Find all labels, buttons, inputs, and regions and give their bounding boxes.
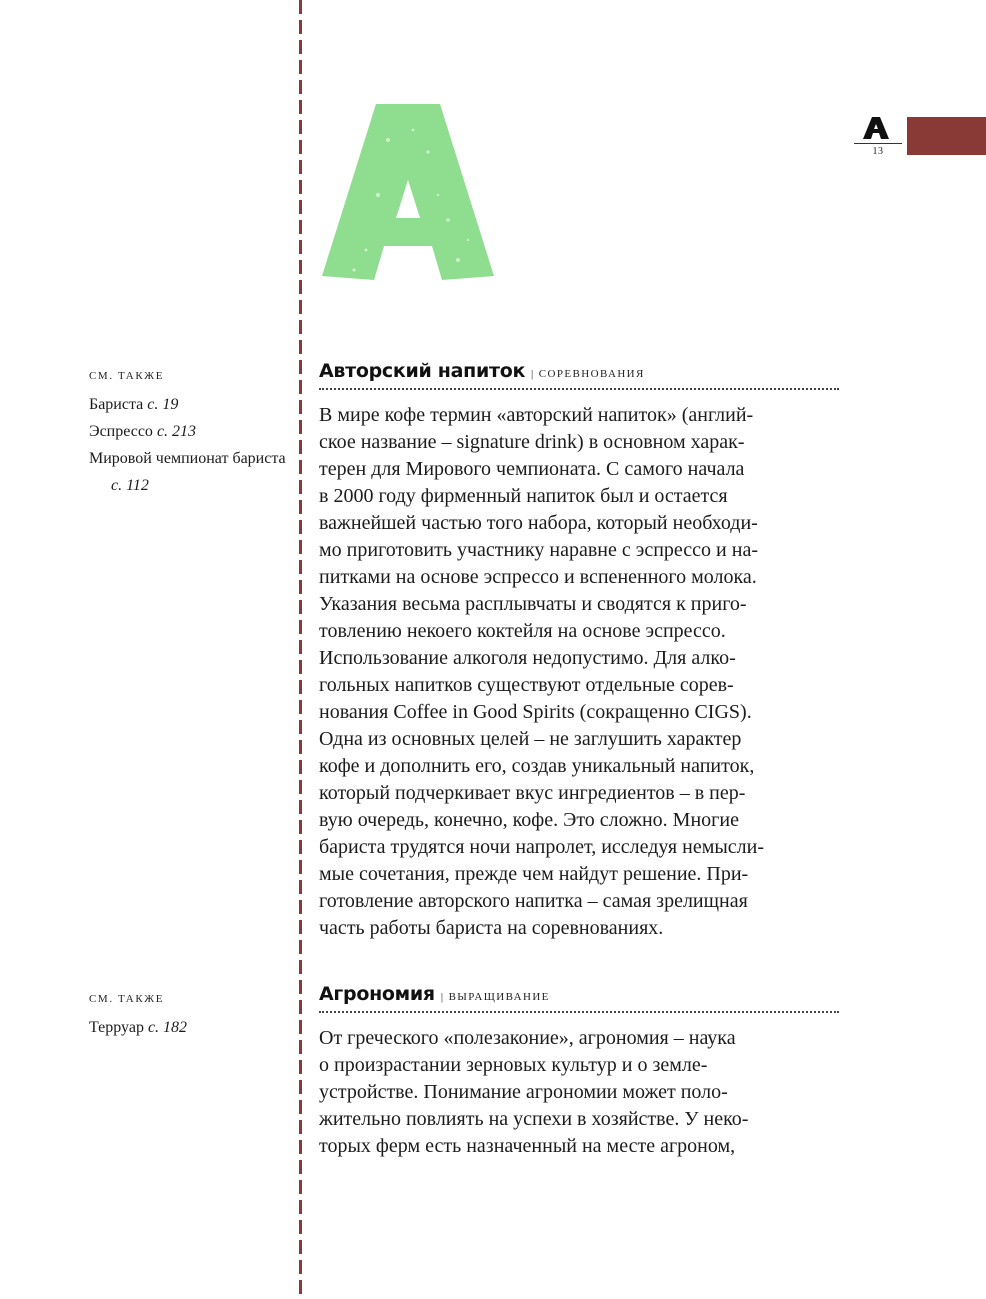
see-also-page-ref: с. 19 <box>147 396 179 413</box>
see-also-sidebar <box>89 992 289 1041</box>
dotted-divider <box>319 388 839 390</box>
see-also-name: Терруар <box>89 1019 144 1036</box>
entry-body <box>319 1025 839 1160</box>
page-number: 13 <box>872 146 884 157</box>
entry-body <box>319 402 839 942</box>
letter-a-thumb-icon <box>862 116 890 140</box>
body-line: Указания весьма расплывчаты и сводятся к приго- <box>319 593 747 615</box>
see-also-item[interactable] <box>89 418 289 445</box>
dashed-spine-line <box>299 0 302 1299</box>
dotted-divider <box>319 1011 839 1013</box>
see-also-name: Мировой чемпионат бариста <box>89 450 286 467</box>
see-also-page-ref: с. 213 <box>156 423 197 440</box>
body-line: товлению некоего коктейля на основе эспрессо. <box>319 620 726 642</box>
see-also-name: Бариста <box>89 396 144 413</box>
page-number-rule <box>854 143 902 144</box>
body-line: питками на основе эспрессо и вспененного молока. <box>319 566 757 588</box>
see-also-item[interactable] <box>89 391 289 418</box>
glossary-entry <box>319 360 839 942</box>
body-line: о произрастании зерновых культур и о земле- <box>319 1054 708 1076</box>
see-also-page-ref: с. 182 <box>147 1019 188 1036</box>
body-line: ское название – signature drink) в основном харак- <box>319 431 745 453</box>
thumb-index-tab <box>907 117 986 155</box>
see-also-page-ref: с. 112 <box>111 477 149 494</box>
body-line: кофе и дополнить его, создав уникальный напиток, <box>319 755 755 777</box>
body-line: который подчеркивает вкус ингредиентов – в пер- <box>319 782 746 804</box>
glossary-entry <box>319 983 839 1160</box>
entry-header <box>319 983 839 1007</box>
body-line: в 2000 году фирменный напиток был и остается <box>319 485 728 507</box>
body-line: готовление авторского напитка – самая зрелищная <box>319 890 748 912</box>
body-line: торых ферм есть назначенный на месте агроном, <box>319 1135 736 1157</box>
body-line: вую очередь, конечно, кофе. Это сложно. Многие <box>319 809 739 831</box>
body-line: жительно повлиять на успехи в хозяйстве. У неко- <box>319 1108 749 1130</box>
body-line: мые сочетания, прежде чем найдут решение. При- <box>319 863 749 885</box>
body-line: В мире кофе термин «авторский напиток» (англий- <box>319 404 754 426</box>
body-line: нования Coffee in Good Spirits (сокращенно CIGS). <box>319 701 752 723</box>
body-line: бариста трудятся ночи напролет, исследуя немысли- <box>319 836 765 858</box>
see-also-item[interactable] <box>89 1014 289 1041</box>
body-line: часть работы бариста на соревнованиях. <box>319 917 664 939</box>
body-line: Одна из основных целей – не заглушить характер <box>319 728 742 750</box>
body-line: Использование алкоголя недопустимо. Для алко- <box>319 647 736 669</box>
see-also-sidebar <box>89 369 289 499</box>
body-line: гольных напитков существуют отдельные сорев- <box>319 674 734 696</box>
entry-category: | СОРЕВНОВАНИЯ <box>531 368 645 380</box>
see-also-name: Эспрессо <box>89 423 153 440</box>
entry-title: Агрономия <box>319 983 435 1005</box>
see-also-label: СМ. ТАКЖЕ <box>89 993 165 1005</box>
body-line: устройстве. Понимание агрономии может поло- <box>319 1081 728 1103</box>
see-also-label: СМ. ТАКЖЕ <box>89 370 165 382</box>
body-line: От греческого «полезаконие», агрономия – наука <box>319 1027 736 1049</box>
entry-category: | ВЫРАЩИВАНИЕ <box>440 991 550 1003</box>
body-line: терен для Мирового чемпионата. С самого начала <box>319 458 745 480</box>
entry-header <box>319 360 839 384</box>
section-letter-a-icon <box>318 100 498 286</box>
section-letter-a-shape <box>322 104 494 280</box>
body-line: важнейшей частью того набора, который необходи- <box>319 512 758 534</box>
body-line: мо приготовить участнику наравне с эспрессо и на- <box>319 539 758 561</box>
entry-title: Авторский напиток <box>319 360 526 382</box>
see-also-item[interactable] <box>89 445 291 499</box>
